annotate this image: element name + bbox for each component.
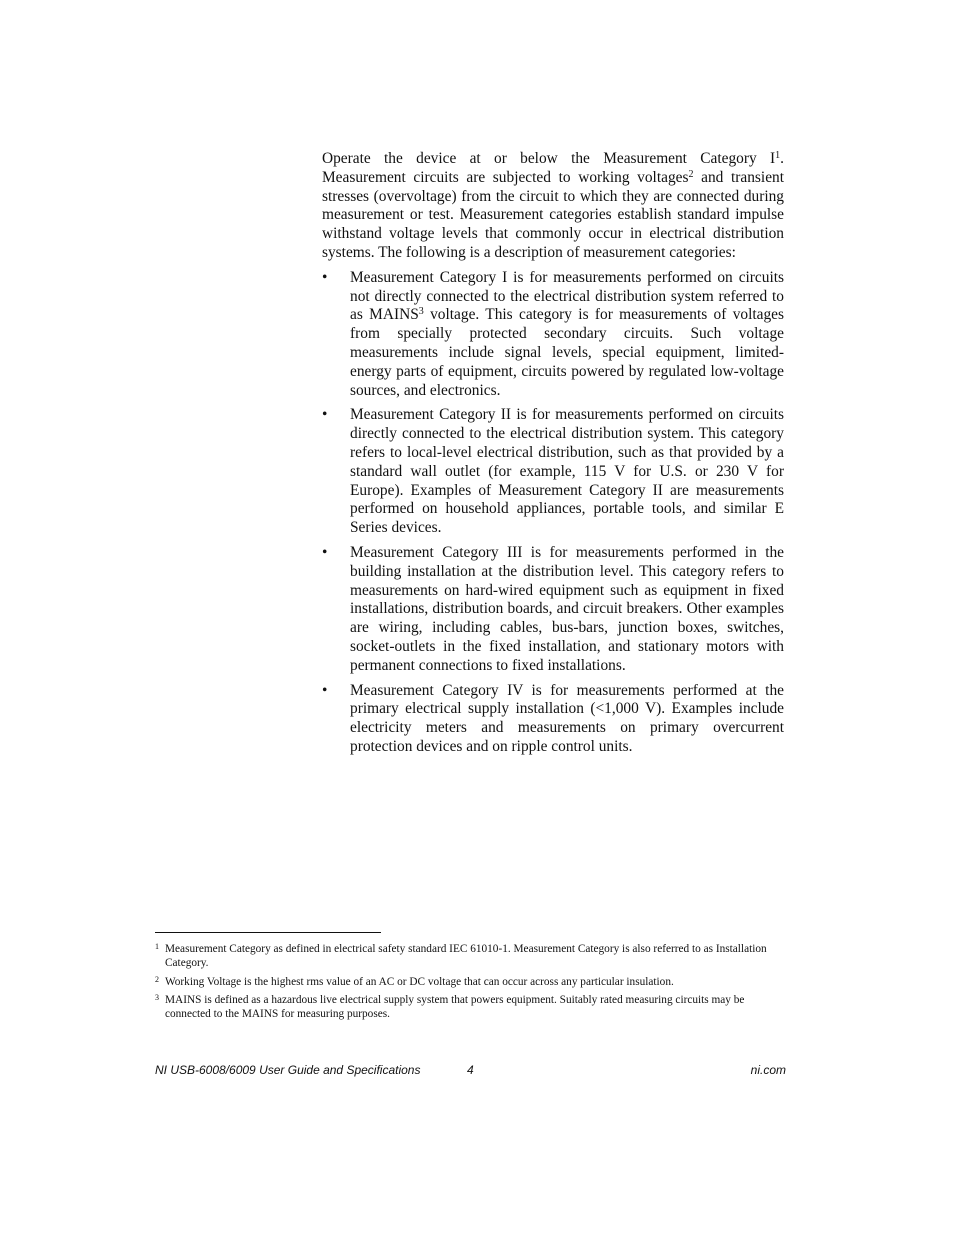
body-text (322, 150, 784, 763)
category-4-text: Measurement Category IV is for measurements performed at the primary electrical supply installation (<1,000 V). Examples include electricity meters and measurements on primary overcurrent protection devices and on ripple control units. (350, 681, 784, 755)
footnote-1 (155, 942, 785, 971)
bullet-icon: • (322, 406, 328, 424)
intro-text-2: . Measurement circuits are subjected to working voltages (322, 150, 784, 186)
website-link[interactable]: ni.com (750, 1063, 786, 1077)
page-number: 4 (467, 1063, 474, 1077)
intro-text-3: and transient stresses (overvoltage) from the circuit to which they are connected during measurement or test. Measurement categories establish standard impulse withstand voltage levels that commonly occur in electrical distribution systems. The following is a description of measurement categories: (322, 168, 784, 261)
footnote-text: MAINS is defined as a hazardous live electrical supply system that powers equipment. Suitably rated measuring circuits may be connected to the MAINS for measuring purposes. (165, 993, 745, 1021)
footnote-text: Working Voltage is the highest rms value of an AC or DC voltage that can occur across any particular insulation. (165, 975, 674, 988)
category-1-text-a: Measurement Category I is for measurements performed on circuits not directly connected to the electrical distribution system referred to as MAINS (350, 268, 784, 324)
list-item-category-1 (322, 269, 784, 401)
footnote-number: 1 (155, 942, 159, 951)
footnote-ref-2: 2 (688, 168, 694, 180)
footnote-number: 3 (155, 992, 159, 1002)
footnote-divider (155, 932, 381, 933)
list-item-category-4 (322, 682, 784, 757)
document-title: NI USB-6008/6009 User Guide and Specifications (155, 1063, 421, 1077)
footnote-2 (155, 975, 785, 989)
footnote-number: 2 (155, 974, 159, 984)
intro-text-1: Operate the device at or below the Measurement Category I (322, 150, 776, 167)
intro-paragraph (322, 150, 784, 263)
bullet-icon: • (322, 543, 328, 561)
category-2-text: Measurement Category II is for measurements performed on circuits directly connected to the electrical distribution system. This category refers to local-level electrical distribution, such as that provided by a standard wall outlet (for example, 115 V for U.S. or 230 V for Europe). Examples of Measurement Category II are measurements performed on household appliances, portable tools, and similar E Series devices. (350, 406, 784, 537)
list-item-category-3 (322, 544, 784, 676)
bullet-icon: • (322, 268, 328, 286)
category-3-text: Measurement Category III is for measurements performed in the building installation at the distribution level. This category refers to measurements on hard-wired equipment such as equipment in fixed installations, distribution boards, and circuit breakers. Other examples are wiring, including cables, bus-bars, junction boxes, switches, socket-outlets in the fixed installation, and stationary motors with permanent connections to fixed installations. (350, 543, 784, 674)
footnotes (155, 942, 785, 1025)
footnote-text: Measurement Category as defined in electrical safety standard IEC 61010-1. Measurement Category is also referred to as Installation Category. (165, 943, 767, 970)
list-item-category-2 (322, 406, 784, 538)
category-1-text-b: voltage. This category is for measurements of voltages from specially protected secondary circuits. Such voltage measurements include signal levels, special equipment, limited-energy parts of equipment, circuits powered by regulated low-voltage sources, and electronics. (350, 306, 784, 399)
page-footer (155, 1062, 786, 1078)
bullet-icon: • (322, 681, 328, 699)
measurement-category-list (322, 269, 784, 757)
footnote-ref-1: 1 (775, 150, 781, 161)
footnote-3 (155, 993, 785, 1022)
footnote-ref-3: 3 (418, 306, 424, 318)
